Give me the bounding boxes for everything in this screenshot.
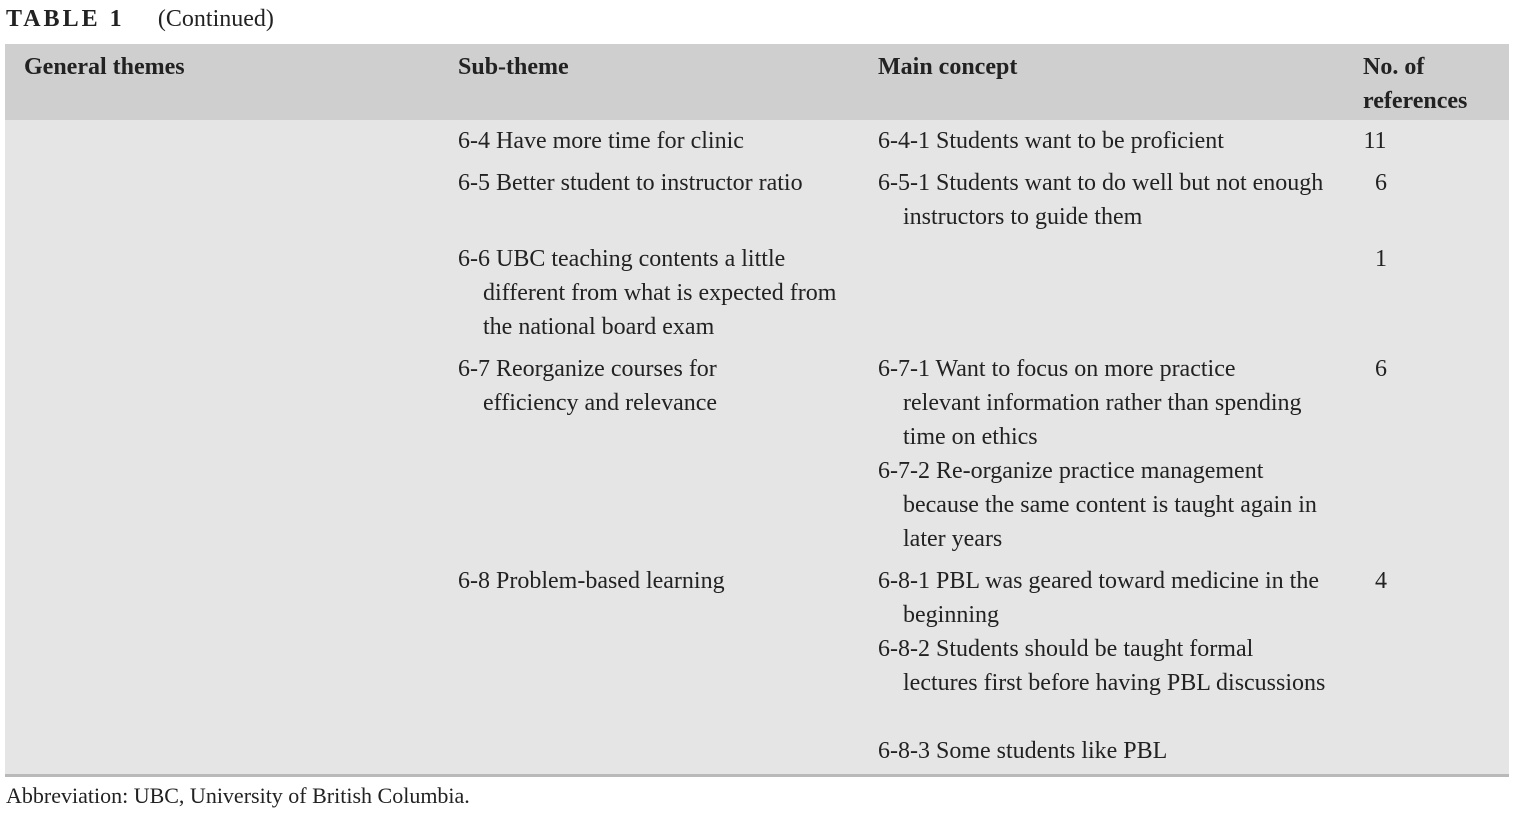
table-footnote: Abbreviation: UBC, University of British Columbia. [6,783,470,808]
header-num-references [1363,50,1467,118]
table-row-6-4-refs: 11 [1363,128,1387,154]
header-main-concept: Main concept [878,54,1018,80]
table-row-6-5-refs: 6 [1375,170,1387,196]
header-general-themes: General themes [24,54,185,80]
table-row-6-8-sub-theme: 6-8 Problem-based learning [458,568,725,594]
table-row-6-6-refs: 1 [1375,246,1387,272]
table-row-6-4-main-concept-1: 6-4-1 Students want to be proficient [878,128,1224,154]
table-row-6-8-refs: 4 [1375,568,1387,594]
table-row-6-5-main-concept-1: 6-5-1 Students want to do well but not enough instructors to guide them [878,170,1324,230]
table-row-6-6-sub-theme: 6-6 UBC teaching contents a little different from what is expected from the national board exam [458,246,837,340]
header-num-references-line1: No. of [1363,54,1425,80]
table-row-6-7-main-concept-1: 6-7-1 Want to focus on more practice relevant information rather than spending time on ethics [878,356,1302,450]
table-row-6-7-sub-theme: 6-7 Reorganize courses for efficiency and relevance [458,356,718,416]
table-continued-note: (Continued) [157,6,274,32]
table-row-6-8-main-concept-1: 6-8-1 PBL was geared toward medicine in the beginning [878,568,1319,628]
data-table [5,44,1509,777]
table-label: TABLE 1 [6,6,125,32]
table-row-6-4-sub-theme: 6-4 Have more time for clinic [458,128,744,154]
table-row-6-7-main-concept-2: 6-7-2 Re-organize practice management because the same content is taught again in later years [878,458,1317,552]
table-row-6-7-refs: 6 [1375,356,1387,382]
table-row-6-5-sub-theme: 6-5 Better student to instructor ratio [458,170,803,196]
header-num-references-line2: references [1363,88,1468,114]
table-header-row [5,44,1509,120]
table-caption [6,4,274,34]
header-sub-theme: Sub-theme [458,54,569,80]
table-row-6-8-main-concept-3: 6-8-3 Some students like PBL [878,738,1168,764]
table-row-6-8-main-concept-2: 6-8-2 Students should be taught formal lectures first before having PBL discussions [878,636,1326,696]
